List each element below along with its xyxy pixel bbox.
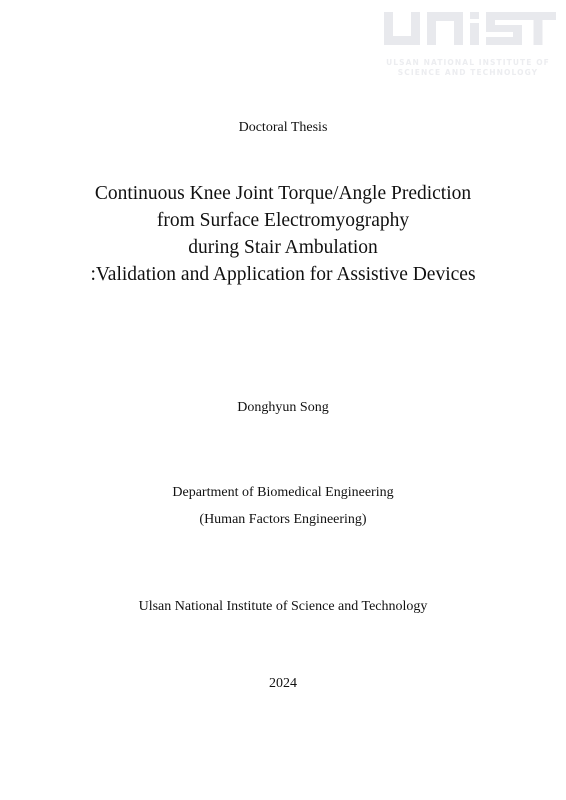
title-line-4: :Validation and Application for Assistive Devices xyxy=(90,264,476,285)
institution-name: Ulsan National Institute of Science and Technology xyxy=(138,599,428,614)
unist-watermark-logo xyxy=(380,10,556,82)
author-name: Donghyun Song xyxy=(237,400,329,415)
watermark-line-1: ULSAN NATIONAL INSTITUTE OF xyxy=(386,58,550,67)
subdepartment-name: (Human Factors Engineering) xyxy=(199,512,367,527)
document-type-label: Doctoral Thesis xyxy=(238,120,328,135)
year: 2024 xyxy=(269,676,297,691)
thesis-title xyxy=(0,180,566,288)
unist-logo-icon xyxy=(380,10,556,54)
title-line-1: Continuous Knee Joint Torque/Angle Prediction xyxy=(94,183,472,204)
title-line-2: from Surface Electromyography xyxy=(156,210,410,231)
watermark-line-2: SCIENCE AND TECHNOLOGY xyxy=(397,68,539,77)
department-name: Department of Biomedical Engineering xyxy=(172,485,394,500)
title-line-3: during Stair Ambulation xyxy=(188,237,378,258)
